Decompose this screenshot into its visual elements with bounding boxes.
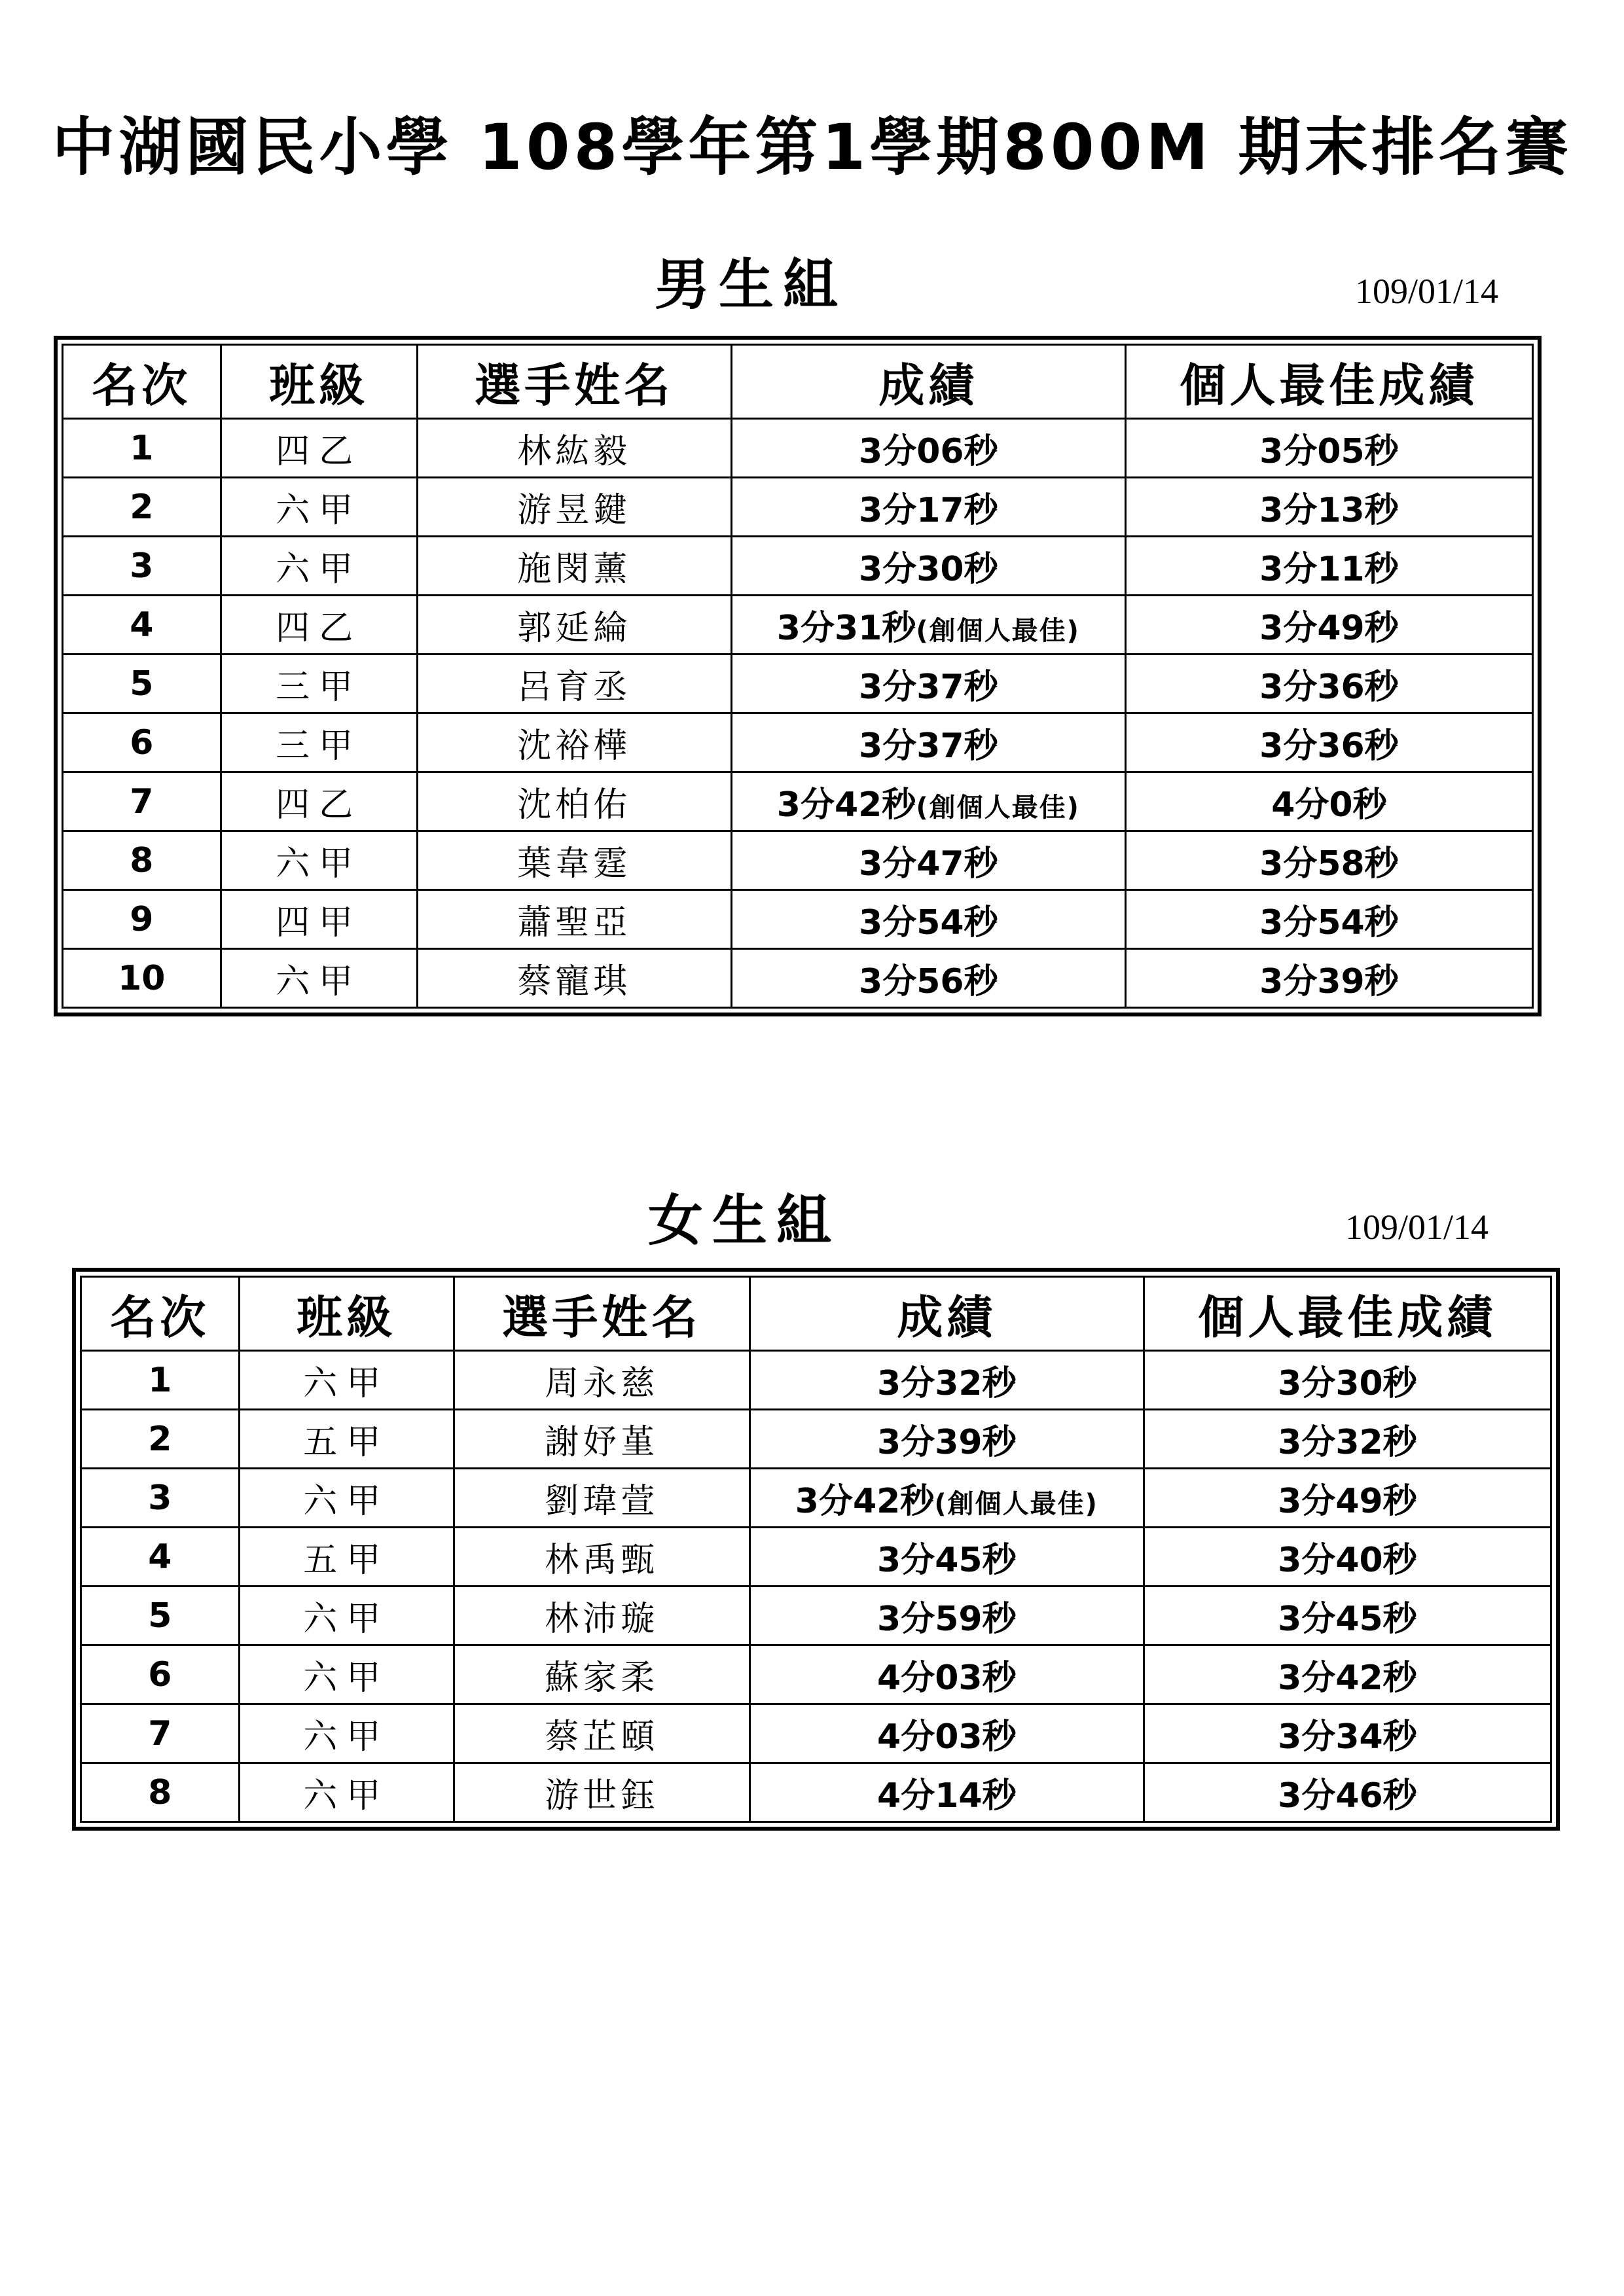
table-row bbox=[63, 596, 1533, 655]
personal-best-note: (創個人最佳) bbox=[934, 1489, 1098, 1519]
rank-cell: 8 bbox=[81, 1763, 240, 1822]
name-cell: 沈柏佑 bbox=[417, 772, 731, 831]
class-cell: 四乙 bbox=[221, 772, 417, 831]
time-value: 3分17秒 bbox=[859, 491, 998, 530]
best-cell: 3分42秒 bbox=[1144, 1645, 1551, 1704]
time-value: 3分45秒 bbox=[877, 1541, 1017, 1580]
table-row bbox=[63, 419, 1533, 478]
name-cell: 葉韋霆 bbox=[417, 831, 731, 890]
best-cell: 3分46秒 bbox=[1144, 1763, 1551, 1822]
best-cell: 3分39秒 bbox=[1125, 949, 1532, 1008]
time-cell bbox=[749, 1351, 1144, 1410]
name-cell: 蔡寵琪 bbox=[417, 949, 731, 1008]
time-value: 4分14秒 bbox=[877, 1776, 1017, 1816]
rank-cell: 3 bbox=[81, 1469, 240, 1528]
girls-header-row bbox=[81, 1277, 1551, 1351]
rank-cell: 2 bbox=[81, 1410, 240, 1469]
best-cell: 3分36秒 bbox=[1125, 713, 1532, 772]
column-header-class: 班級 bbox=[221, 345, 417, 419]
boys-table-frame bbox=[54, 336, 1542, 1016]
time-value: 3分56秒 bbox=[859, 962, 998, 1001]
name-cell: 周永慈 bbox=[454, 1351, 749, 1410]
boys-results-table bbox=[62, 344, 1534, 1009]
rank-cell: 1 bbox=[81, 1351, 240, 1410]
girls-group-header bbox=[0, 1178, 1624, 1263]
best-cell: 3分34秒 bbox=[1144, 1704, 1551, 1763]
time-value: 3分37秒 bbox=[859, 726, 998, 766]
best-cell: 3分54秒 bbox=[1125, 890, 1532, 949]
time-value: 3分42秒 bbox=[795, 1482, 935, 1521]
time-cell bbox=[749, 1763, 1144, 1822]
class-cell: 四乙 bbox=[221, 419, 417, 478]
table-row bbox=[63, 478, 1533, 537]
class-cell: 四甲 bbox=[221, 890, 417, 949]
rank-cell: 1 bbox=[63, 419, 221, 478]
time-value: 3分31秒 bbox=[776, 609, 916, 648]
table-row bbox=[81, 1704, 1551, 1763]
time-value: 3分59秒 bbox=[877, 1600, 1017, 1639]
time-cell bbox=[731, 772, 1125, 831]
time-cell bbox=[749, 1528, 1144, 1587]
column-header-name: 選手姓名 bbox=[417, 345, 731, 419]
time-cell bbox=[749, 1587, 1144, 1645]
girls-date: 109/01/14 bbox=[1345, 1208, 1489, 1247]
page-title: 中湖國民小學 108學年第1學期800M 期末排名賽 bbox=[52, 111, 1572, 184]
column-header-best: 個人最佳成績 bbox=[1144, 1277, 1551, 1351]
best-cell: 3分11秒 bbox=[1125, 537, 1532, 596]
time-cell bbox=[749, 1645, 1144, 1704]
class-cell: 三甲 bbox=[221, 655, 417, 713]
class-cell: 三甲 bbox=[221, 713, 417, 772]
girls-results-table bbox=[80, 1276, 1552, 1823]
name-cell: 蘇家柔 bbox=[454, 1645, 749, 1704]
name-cell: 林沛璇 bbox=[454, 1587, 749, 1645]
time-cell bbox=[731, 949, 1125, 1008]
rank-cell: 7 bbox=[81, 1704, 240, 1763]
column-header-rank: 名次 bbox=[63, 345, 221, 419]
time-value: 3分32秒 bbox=[877, 1364, 1017, 1403]
time-value: 4分03秒 bbox=[877, 1659, 1017, 1698]
rank-cell: 7 bbox=[63, 772, 221, 831]
best-cell: 3分58秒 bbox=[1125, 831, 1532, 890]
boys-table-body bbox=[63, 419, 1533, 1008]
class-cell: 六甲 bbox=[221, 949, 417, 1008]
girls-table-frame bbox=[72, 1268, 1560, 1831]
rank-cell: 3 bbox=[63, 537, 221, 596]
rank-cell: 4 bbox=[81, 1528, 240, 1587]
class-cell: 六甲 bbox=[221, 478, 417, 537]
name-cell: 蕭聖亞 bbox=[417, 890, 731, 949]
table-row bbox=[81, 1469, 1551, 1528]
column-header-rank: 名次 bbox=[81, 1277, 240, 1351]
class-cell: 六甲 bbox=[239, 1587, 454, 1645]
best-cell: 3分13秒 bbox=[1125, 478, 1532, 537]
class-cell: 六甲 bbox=[239, 1704, 454, 1763]
time-value: 3分39秒 bbox=[877, 1423, 1017, 1462]
class-cell: 五甲 bbox=[239, 1528, 454, 1587]
table-row bbox=[81, 1351, 1551, 1410]
rank-cell: 4 bbox=[63, 596, 221, 655]
time-cell bbox=[749, 1410, 1144, 1469]
rank-cell: 5 bbox=[81, 1587, 240, 1645]
girls-group-title: 女生組 bbox=[648, 1189, 841, 1253]
boys-group-title: 男生組 bbox=[655, 253, 848, 317]
column-header-time: 成績 bbox=[749, 1277, 1144, 1351]
time-cell bbox=[749, 1469, 1144, 1528]
time-cell bbox=[731, 831, 1125, 890]
time-value: 3分42秒 bbox=[776, 785, 916, 825]
class-cell: 六甲 bbox=[239, 1645, 454, 1704]
name-cell: 游昱鍵 bbox=[417, 478, 731, 537]
table-row bbox=[63, 655, 1533, 713]
best-cell: 3分49秒 bbox=[1144, 1469, 1551, 1528]
best-cell: 4分0秒 bbox=[1125, 772, 1532, 831]
rank-cell: 6 bbox=[63, 713, 221, 772]
boys-header-row bbox=[63, 345, 1533, 419]
class-cell: 六甲 bbox=[239, 1469, 454, 1528]
personal-best-note: (創個人最佳) bbox=[916, 793, 1080, 823]
table-row bbox=[63, 772, 1533, 831]
name-cell: 施閔薰 bbox=[417, 537, 731, 596]
time-value: 3分54秒 bbox=[859, 903, 998, 942]
class-cell: 五甲 bbox=[239, 1410, 454, 1469]
best-cell: 3分40秒 bbox=[1144, 1528, 1551, 1587]
name-cell: 游世鈺 bbox=[454, 1763, 749, 1822]
rank-cell: 10 bbox=[63, 949, 221, 1008]
best-cell: 3分30秒 bbox=[1144, 1351, 1551, 1410]
class-cell: 六甲 bbox=[239, 1351, 454, 1410]
name-cell: 沈裕樺 bbox=[417, 713, 731, 772]
table-row bbox=[63, 831, 1533, 890]
best-cell: 3分49秒 bbox=[1125, 596, 1532, 655]
name-cell: 郭延綸 bbox=[417, 596, 731, 655]
time-value: 3分06秒 bbox=[859, 432, 998, 471]
time-cell bbox=[731, 419, 1125, 478]
class-cell: 四乙 bbox=[221, 596, 417, 655]
time-cell bbox=[731, 478, 1125, 537]
table-row bbox=[81, 1587, 1551, 1645]
name-cell: 劉瑋萱 bbox=[454, 1469, 749, 1528]
time-value: 3分30秒 bbox=[859, 550, 998, 589]
boys-date: 109/01/14 bbox=[1355, 272, 1499, 311]
table-row bbox=[81, 1763, 1551, 1822]
boys-group-header bbox=[0, 242, 1624, 327]
time-cell bbox=[749, 1704, 1144, 1763]
best-cell: 3分32秒 bbox=[1144, 1410, 1551, 1469]
table-row bbox=[63, 890, 1533, 949]
column-header-best: 個人最佳成績 bbox=[1125, 345, 1532, 419]
name-cell: 林紘毅 bbox=[417, 419, 731, 478]
name-cell: 蔡芷頤 bbox=[454, 1704, 749, 1763]
name-cell: 謝妤堇 bbox=[454, 1410, 749, 1469]
column-header-name: 選手姓名 bbox=[454, 1277, 749, 1351]
time-value: 4分03秒 bbox=[877, 1717, 1017, 1757]
time-cell bbox=[731, 713, 1125, 772]
rank-cell: 9 bbox=[63, 890, 221, 949]
rank-cell: 5 bbox=[63, 655, 221, 713]
girls-table-body bbox=[81, 1351, 1551, 1822]
time-value: 3分47秒 bbox=[859, 844, 998, 884]
rank-cell: 2 bbox=[63, 478, 221, 537]
class-cell: 六甲 bbox=[221, 537, 417, 596]
class-cell: 六甲 bbox=[221, 831, 417, 890]
name-cell: 林禹甄 bbox=[454, 1528, 749, 1587]
time-value: 3分37秒 bbox=[859, 668, 998, 707]
table-row bbox=[63, 949, 1533, 1008]
column-header-class: 班級 bbox=[239, 1277, 454, 1351]
rank-cell: 8 bbox=[63, 831, 221, 890]
column-header-time: 成績 bbox=[731, 345, 1125, 419]
name-cell: 呂育丞 bbox=[417, 655, 731, 713]
best-cell: 3分36秒 bbox=[1125, 655, 1532, 713]
personal-best-note: (創個人最佳) bbox=[916, 616, 1080, 646]
class-cell: 六甲 bbox=[239, 1763, 454, 1822]
table-row bbox=[81, 1645, 1551, 1704]
table-row bbox=[81, 1528, 1551, 1587]
time-cell bbox=[731, 890, 1125, 949]
table-row bbox=[63, 537, 1533, 596]
time-cell bbox=[731, 537, 1125, 596]
best-cell: 3分45秒 bbox=[1144, 1587, 1551, 1645]
time-cell bbox=[731, 596, 1125, 655]
best-cell: 3分05秒 bbox=[1125, 419, 1532, 478]
time-cell bbox=[731, 655, 1125, 713]
table-row bbox=[81, 1410, 1551, 1469]
table-row bbox=[63, 713, 1533, 772]
rank-cell: 6 bbox=[81, 1645, 240, 1704]
